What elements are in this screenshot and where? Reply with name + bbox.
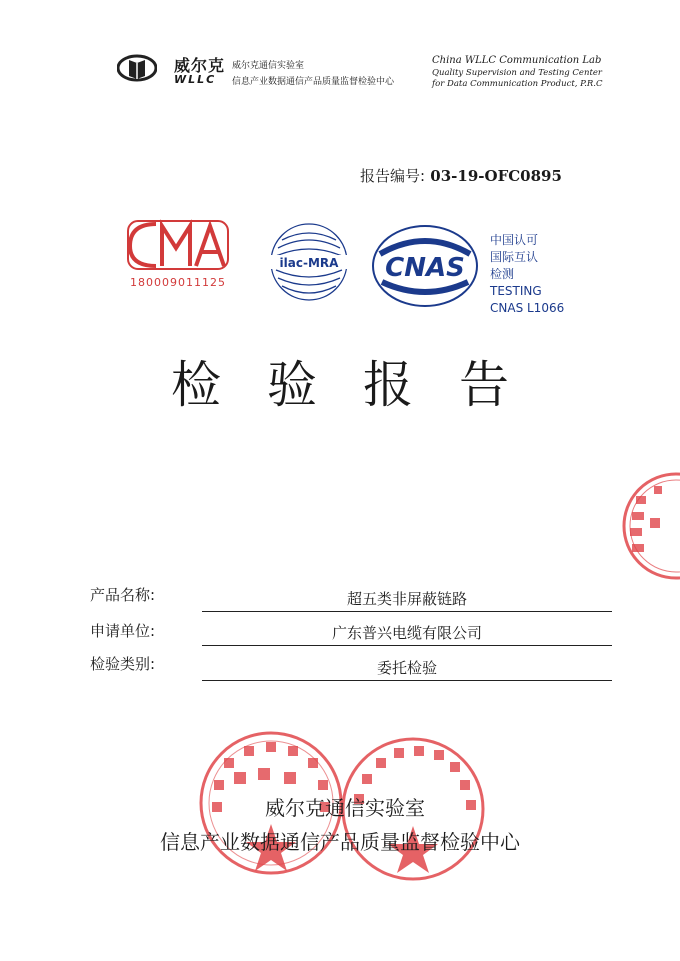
brand-name-cn: 威尔克 — [174, 56, 226, 75]
report-number — [360, 165, 562, 186]
edge-seal-stamp — [614, 466, 680, 586]
cnas-line-5: CNAS L1066 — [490, 301, 565, 315]
cnas-line-1: 中国认可 — [490, 233, 539, 247]
cnas-icon — [370, 224, 480, 308]
lab-name-en: China WLLC Communication Lab — [432, 55, 602, 66]
ilac-mra-icon — [262, 212, 356, 308]
inspection-type-label: 检验类别: — [90, 655, 156, 673]
report-number-value: 03-19-OFC0895 — [430, 167, 562, 185]
footer-org-line-2: 信息产业数据通信产品质量监督检验中心 — [160, 830, 520, 854]
brand-mark: WLLC — [174, 73, 217, 86]
book-shield-logo-icon — [117, 52, 157, 84]
center-name-cn: 信息产业数据通信产品质量监督检验中心 — [232, 77, 395, 87]
page-title: 检验报告 — [171, 356, 555, 414]
lab-name-cn: 威尔克通信实验室 — [232, 61, 305, 71]
product-name-label: 产品名称: — [90, 586, 156, 604]
ma-code: 180009011125 — [130, 276, 226, 289]
cnas-line-3: 检测 — [490, 267, 515, 281]
center-name-en-2: for Data Communication Product, P.R.C — [432, 79, 603, 89]
cnas-line-4: TESTING — [490, 284, 542, 298]
product-name-value: 超五类非屏蔽链路 — [202, 588, 612, 612]
applicant-label: 申请单位: — [90, 622, 156, 640]
report-number-label: 报告编号: — [360, 167, 426, 185]
svg-text:ilac-MRA: ilac-MRA — [279, 256, 339, 270]
cnas-text — [490, 232, 564, 317]
footer-org-line-1: 威尔克通信实验室 — [265, 796, 425, 820]
cnas-line-2: 国际互认 — [490, 250, 539, 264]
applicant-value: 广东普兴电缆有限公司 — [202, 622, 612, 646]
cma-certification-icon — [126, 218, 230, 290]
svg-text:CNAS: CNAS — [385, 253, 465, 283]
inspection-type-value: 委托检验 — [202, 657, 612, 681]
center-name-en-1: Quality Supervision and Testing Center — [432, 68, 602, 78]
